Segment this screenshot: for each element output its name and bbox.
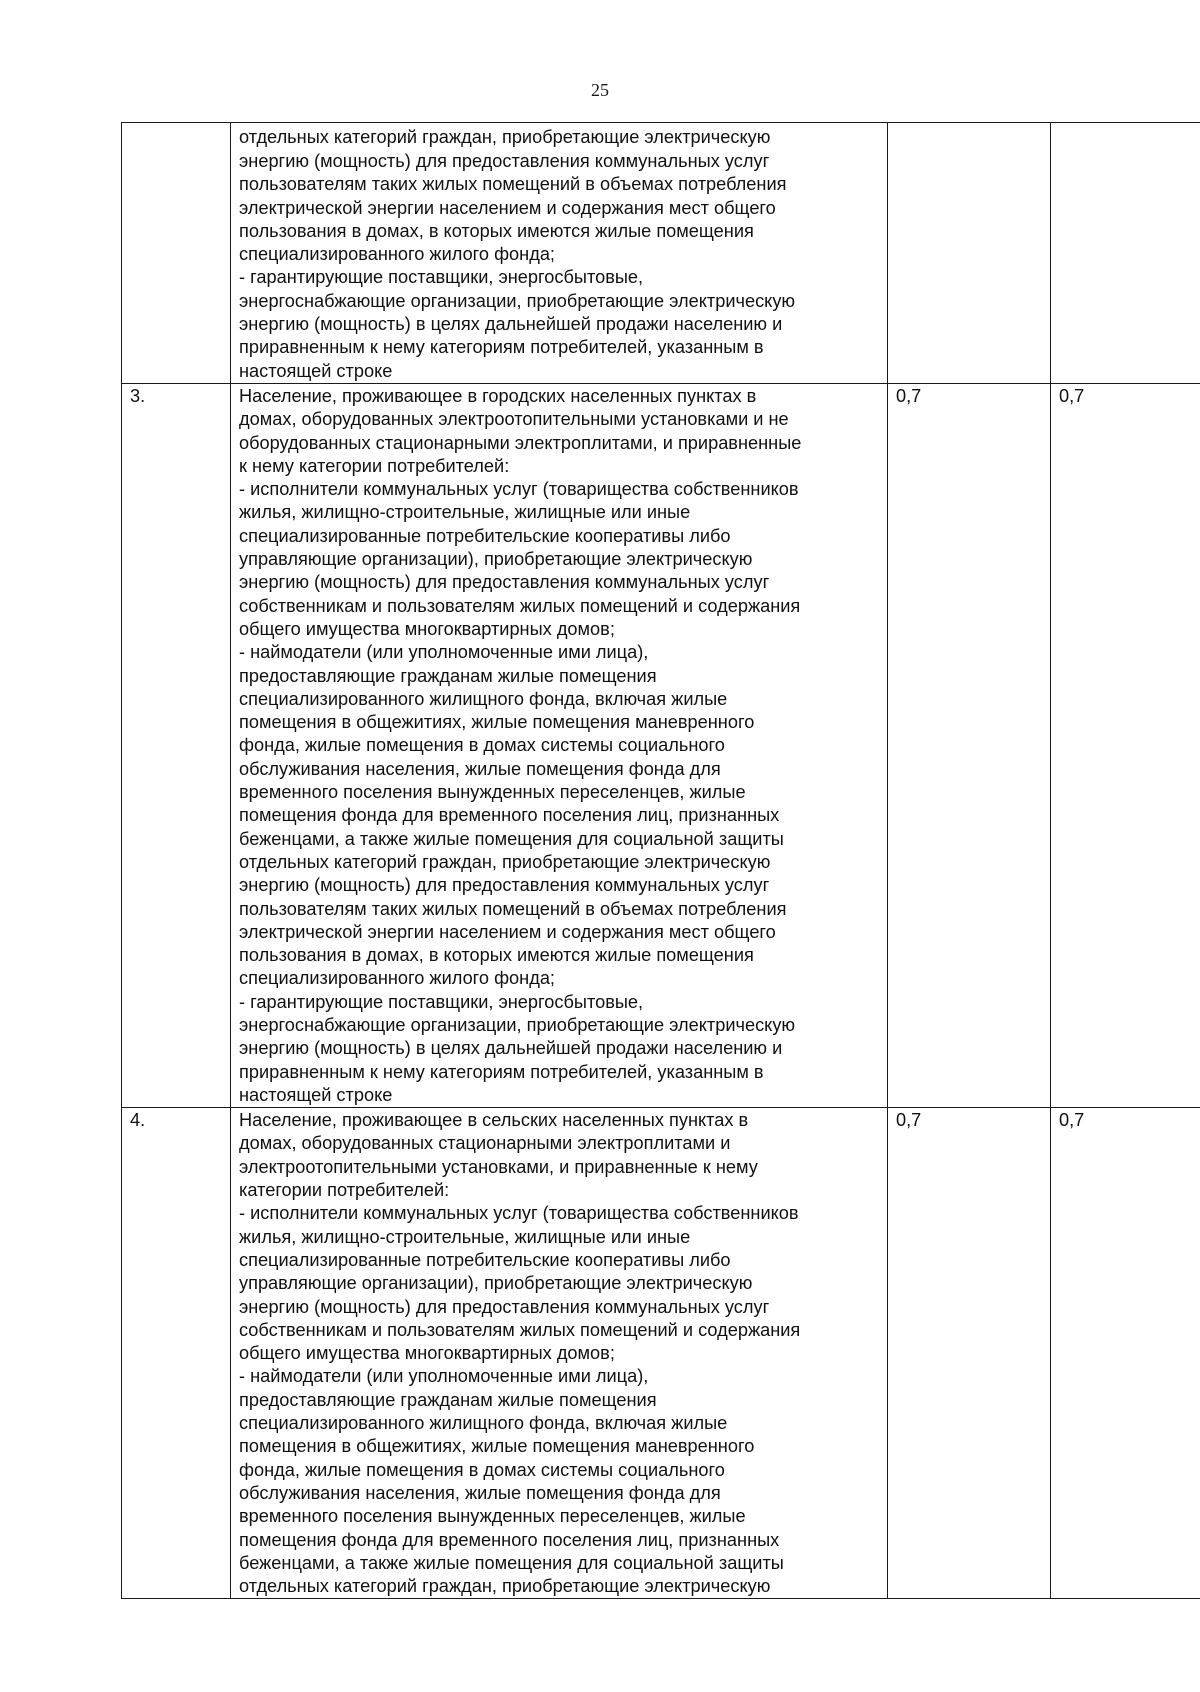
tariff-table <box>121 122 1200 1599</box>
text-line: временного поселения вынужденных переселенцев, жилые <box>239 1506 746 1527</box>
text-line: специализированного жилищного фонда, включая жилые <box>239 688 728 709</box>
coefficient-cell-1: 0,7 <box>888 1108 1051 1599</box>
text-line: энергоснабжающие организации, приобретающие электрическую <box>239 290 796 311</box>
text-line: пользователям таких жилых помещений в объемах потребления <box>239 898 787 919</box>
text-line: приравненным к нему категориям потребителей, указанным в <box>239 1061 764 1082</box>
row-number-cell: 3. <box>122 383 231 1107</box>
text-line: энергию (мощность) для предоставления коммунальных услуг <box>239 1296 770 1317</box>
text-line: фонда, жилые помещения в домах системы социального <box>239 1459 725 1480</box>
text-line: пользования в домах, в которых имеются жилые помещения <box>239 945 754 966</box>
coefficient-cell-2: 0,7 <box>1051 383 1200 1107</box>
text-line: управляющие организации), приобретающие электрическую <box>239 1273 753 1294</box>
text-line: приравненным к нему категориям потребителей, указанным в <box>239 337 764 358</box>
text-line: специализированного жилищного фонда, включая жилые <box>239 1413 728 1434</box>
text-line: - наймодатели (или уполномоченные ими лица), <box>239 642 649 663</box>
consumer-category-cell <box>231 123 888 384</box>
text-line: специализированного жилого фонда; <box>239 968 555 989</box>
text-line: помещения в общежитиях, жилые помещения маневренного <box>239 1436 755 1457</box>
text-line: Население, проживающее в городских населенных пунктах в <box>239 385 757 406</box>
text-line: помещения в общежитиях, жилые помещения маневренного <box>239 712 755 733</box>
coefficient-cell-2 <box>1051 123 1200 384</box>
text-line: оборудованных стационарными электроплитами, и приравненные <box>239 432 802 453</box>
text-line: отдельных категорий граждан, приобретающие электрическую <box>239 851 771 872</box>
text-line: отдельных категорий граждан, приобретающие электрическую <box>239 1576 771 1597</box>
table-row <box>122 383 1200 1107</box>
coefficient-cell-1: 0,7 <box>888 383 1051 1107</box>
tariff-table-body <box>122 123 1200 1599</box>
text-line: временного поселения вынужденных переселенцев, жилые <box>239 782 746 803</box>
coefficient-cell-2: 0,7 <box>1051 1108 1200 1599</box>
text-line: общего имущества многоквартирных домов; <box>239 618 615 639</box>
text-line: - исполнители коммунальных услуг (товарищества собственников <box>239 1203 799 1224</box>
text-line: специализированные потребительские кооперативы либо <box>239 525 731 546</box>
consumer-category-cell <box>231 1108 888 1599</box>
text-line: энергию (мощность) для предоставления коммунальных услуг <box>239 572 770 593</box>
row-number-cell <box>122 123 231 384</box>
text-line: настоящей строке <box>239 1084 393 1105</box>
row-number-cell: 4. <box>122 1108 231 1599</box>
text-line: жилья, жилищно-строительные, жилищные или иные <box>239 1226 691 1247</box>
text-line: к нему категории потребителей: <box>239 455 510 476</box>
text-line: категории потребителей: <box>239 1180 450 1201</box>
text-line: энергию (мощность) в целях дальнейшей продажи населению и <box>239 314 783 335</box>
text-line: специализированного жилого фонда; <box>239 244 555 265</box>
text-line: общего имущества многоквартирных домов; <box>239 1343 615 1364</box>
text-line: энергию (мощность) для предоставления коммунальных услуг <box>239 875 770 896</box>
text-line: собственникам и пользователям жилых помещений и содержания <box>239 595 801 616</box>
table-row <box>122 123 1200 384</box>
page-number: 25 <box>591 80 609 100</box>
text-line: помещения фонда для временного поселения лиц, признанных <box>239 805 780 826</box>
text-line: отдельных категорий граждан, приобретающие электрическую <box>239 127 771 147</box>
text-line: управляющие организации), приобретающие электрическую <box>239 549 753 570</box>
text-line: собственникам и пользователям жилых помещений и содержания <box>239 1319 801 1340</box>
text-line: предоставляющие гражданам жилые помещения <box>239 1389 657 1410</box>
text-line: электрической энергии населением и содержания мест общего <box>239 921 776 942</box>
coefficient-cell-1 <box>888 123 1051 384</box>
text-line: электроотопительными установками, и приравненные к нему <box>239 1156 758 1177</box>
text-line: беженцами, а также жилые помещения для социальной защиты <box>239 1552 784 1573</box>
text-line: фонда, жилые помещения в домах системы социального <box>239 735 725 756</box>
text-line: обслуживания населения, жилые помещения фонда для <box>239 1482 721 1503</box>
text-line: жилья, жилищно-строительные, жилищные или иные <box>239 502 691 523</box>
text-line: пользователям таких жилых помещений в объемах потребления <box>239 174 787 195</box>
text-line: энергию (мощность) в целях дальнейшей продажи населению и <box>239 1038 783 1059</box>
text-line: специализированные потребительские кооперативы либо <box>239 1249 731 1270</box>
text-line: - гарантирующие поставщики, энергосбытовые, <box>239 991 644 1012</box>
text-line: - наймодатели (или уполномоченные ими лица), <box>239 1366 649 1387</box>
text-line: - исполнители коммунальных услуг (товарищества собственников <box>239 479 799 500</box>
text-line: электрической энергии населением и содержания мест общего <box>239 197 776 218</box>
text-line: энергоснабжающие организации, приобретающие электрическую <box>239 1014 796 1035</box>
text-line: энергию (мощность) для предоставления коммунальных услуг <box>239 151 770 171</box>
text-line: предоставляющие гражданам жилые помещения <box>239 665 657 686</box>
text-line: беженцами, а также жилые помещения для социальной защиты <box>239 828 784 849</box>
text-line: пользования в домах, в которых имеются жилые помещения <box>239 220 754 241</box>
text-line: домах, оборудованных электроотопительными установками и не <box>239 409 789 430</box>
consumer-category-cell <box>231 383 888 1107</box>
text-line: Население, проживающее в сельских населенных пунктах в <box>239 1110 749 1131</box>
table-row <box>122 1108 1200 1599</box>
text-line: домах, оборудованных стационарными электроплитами и <box>239 1133 731 1154</box>
text-line: помещения фонда для временного поселения лиц, признанных <box>239 1529 780 1550</box>
text-line: - гарантирующие поставщики, энергосбытовые, <box>239 267 644 288</box>
text-line: настоящей строке <box>239 360 393 381</box>
text-line: обслуживания населения, жилые помещения фонда для <box>239 758 721 779</box>
